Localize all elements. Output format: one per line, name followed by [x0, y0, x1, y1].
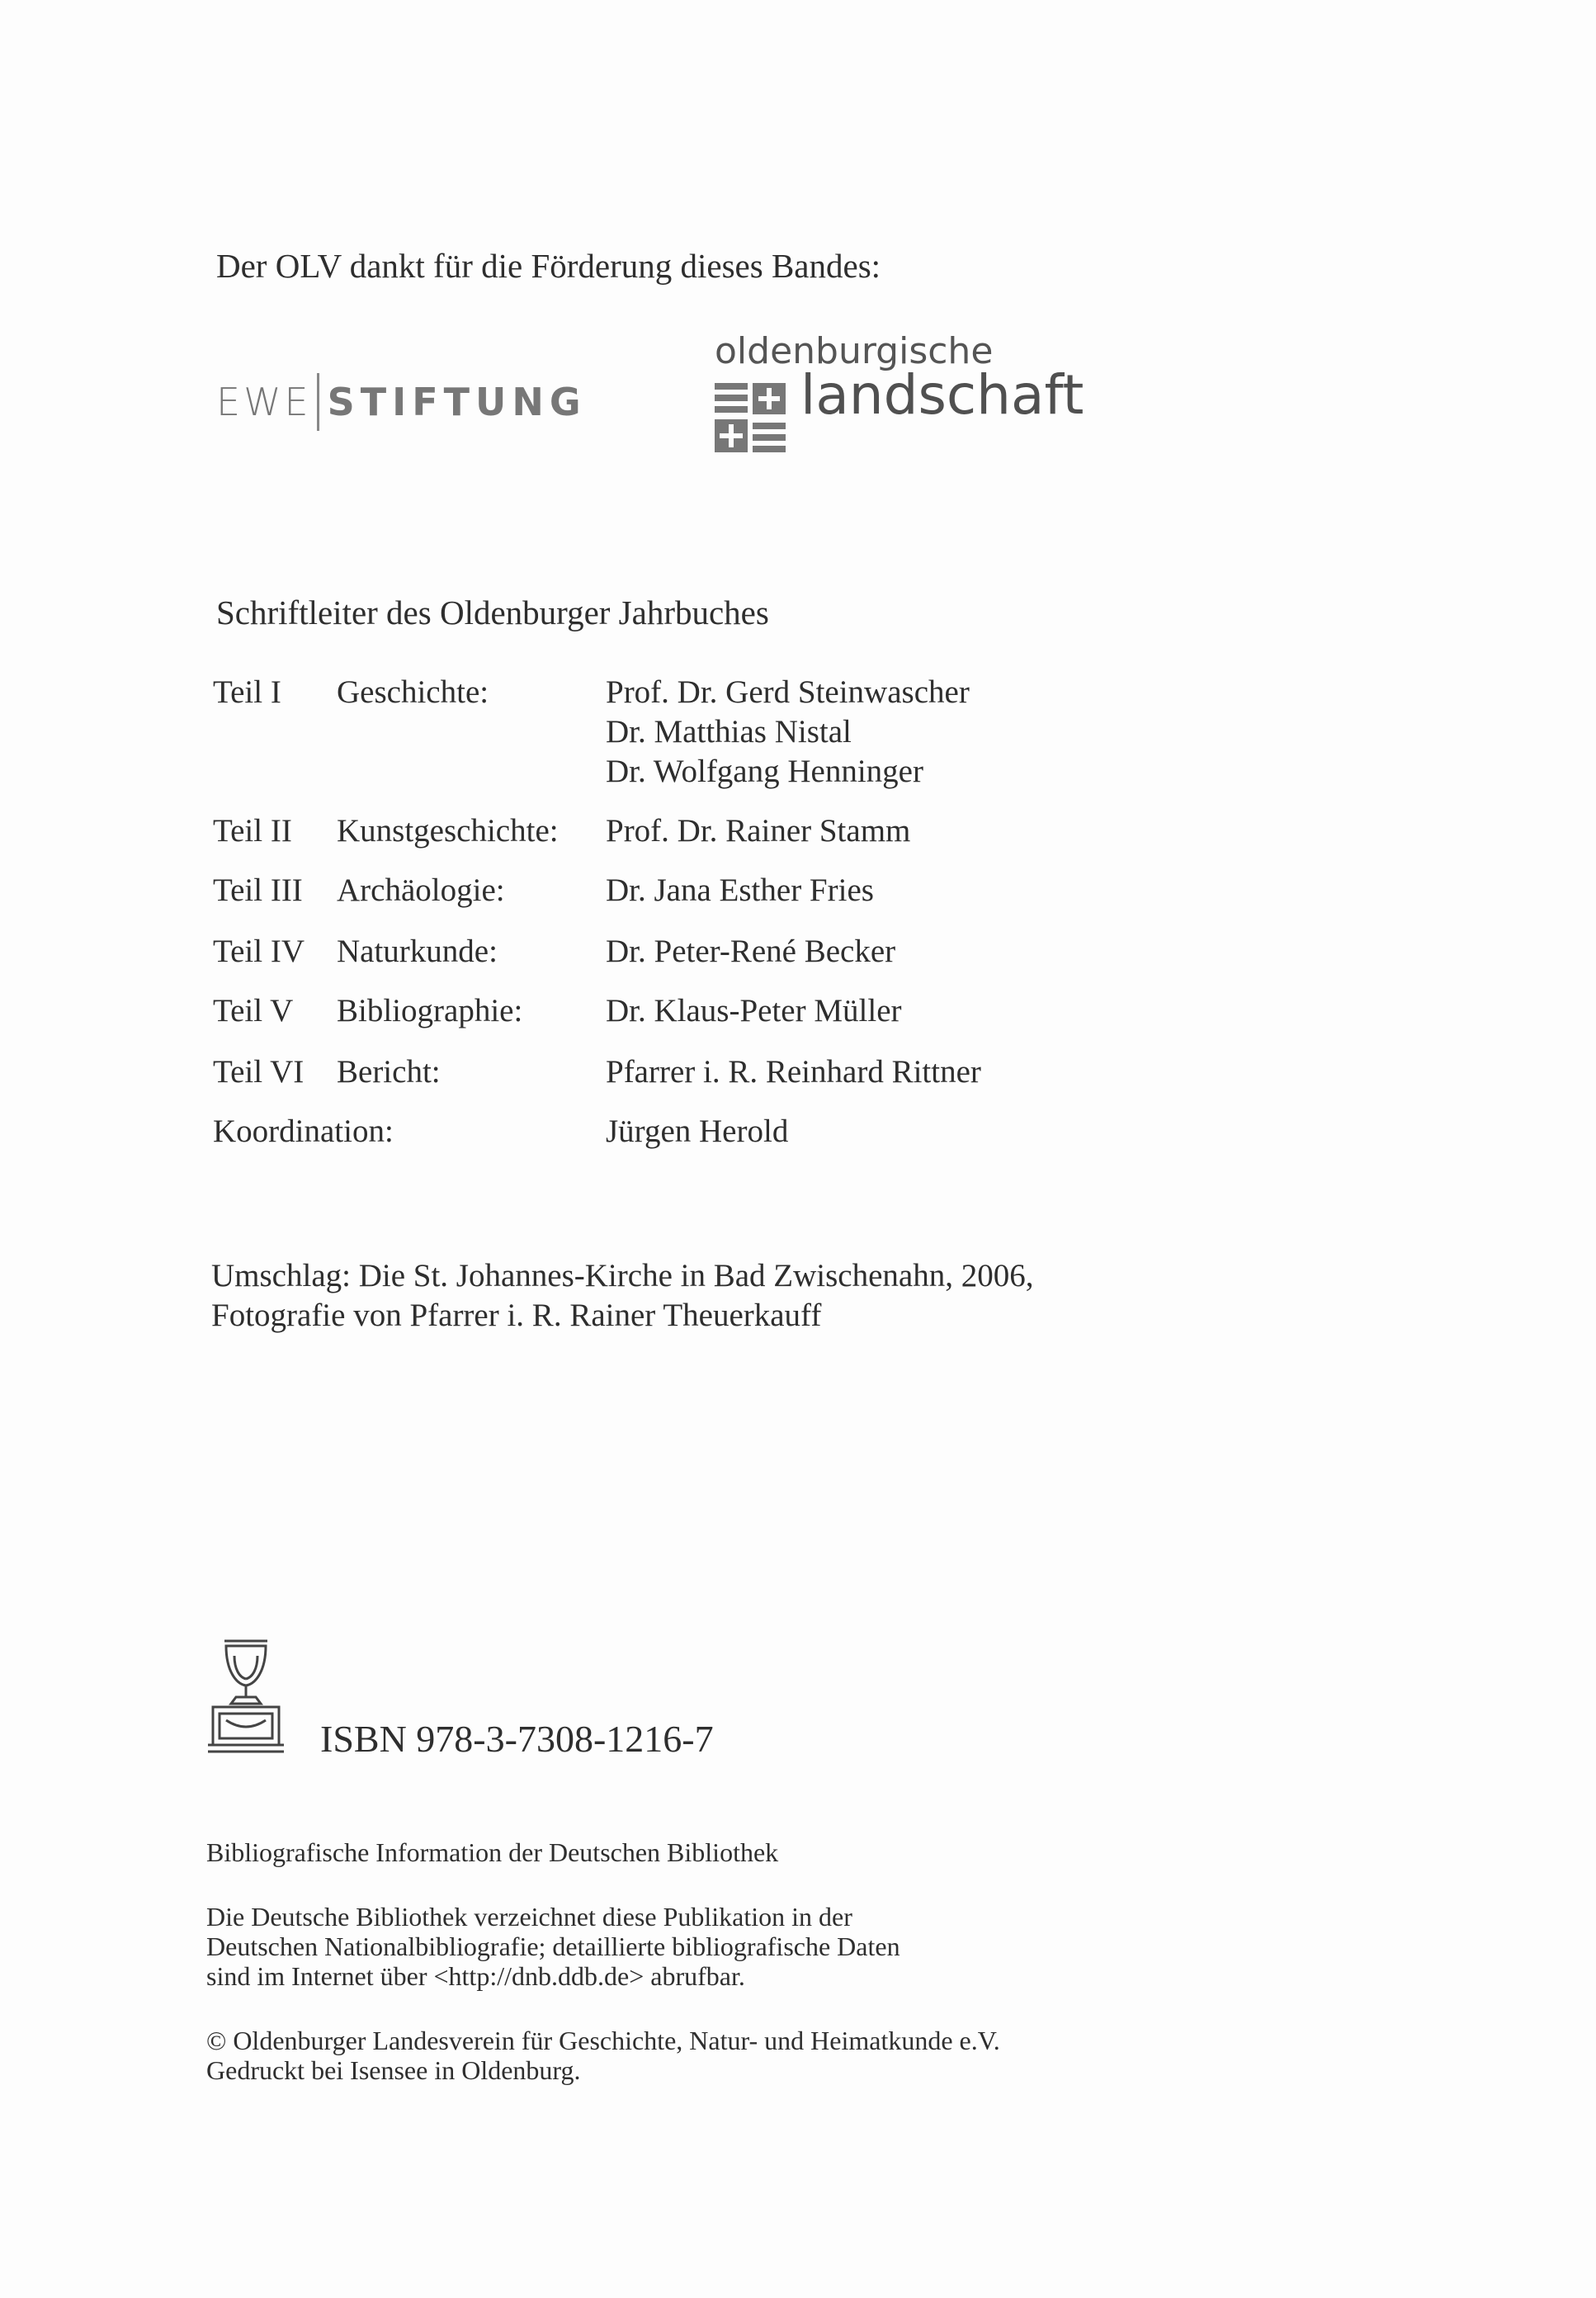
editor-part: Teil III: [213, 872, 303, 908]
landschaft-logo-text: landschaft: [800, 363, 1084, 427]
editor-part: Teil IV: [213, 934, 305, 969]
editor-name: Prof. Dr. Gerd Steinwascher: [606, 674, 970, 710]
ewe-logo-text: EWE: [216, 380, 312, 424]
editor-part: Teil I: [213, 674, 281, 710]
oldenburgische-logo-top: oldenburgische: [715, 330, 994, 372]
editor-part: Teil V: [213, 993, 294, 1028]
bibliographic-line: sind im Internet über <http://dnb.ddb.de> abrufbar.: [206, 1961, 745, 1991]
editor-name: Dr. Peter-René Becker: [606, 934, 896, 969]
editor-subject: Naturkunde:: [337, 934, 498, 969]
ewe-stiftung-logo: [216, 373, 587, 431]
copyright-line: © Oldenburger Landesverein für Geschichte, Natur- und Heimatkunde e.V.: [206, 2026, 1000, 2055]
printer-line: Gedruckt bei Isensee in Oldenburg.: [206, 2055, 581, 2085]
editor-name: Dr. Wolfgang Henninger: [606, 754, 923, 789]
ewe-logo-stiftung: STIFTUNG: [327, 380, 587, 424]
cover-credit-line: Fotografie von Pfarrer i. R. Rainer Theuerkauff: [211, 1298, 822, 1333]
editor-name: Dr. Jana Esther Fries: [606, 872, 874, 908]
editor-subject: Bibliographie:: [337, 993, 523, 1028]
bibliographic-line: Die Deutsche Bibliothek verzeichnet diese Publikation in der: [206, 1902, 852, 1932]
bibliographic-line: Deutschen Nationalbibliografie; detaillierte bibliografische Daten: [206, 1932, 900, 1961]
editor-name: Prof. Dr. Rainer Stamm: [606, 813, 911, 849]
cover-credit: [211, 1256, 1033, 1336]
ewe-logo-divider: [317, 373, 319, 431]
coordination-label: Koordination:: [213, 1114, 394, 1149]
sponsor-thanks-line: Der OLV dankt für die Förderung dieses Bandes:: [216, 247, 881, 285]
editor-subject: Geschichte:: [337, 674, 489, 710]
cover-credit-line: Umschlag: Die St. Johannes-Kirche in Bad Zwischenahn, 2006,: [211, 1258, 1034, 1293]
publisher-vase-icon: [206, 1638, 286, 1755]
copyright-notice: [206, 2026, 1000, 2085]
landschaft-emblem-icon: [715, 381, 787, 456]
editor-part: Teil VI: [213, 1054, 305, 1090]
isbn-number: ISBN 978-3-7308-1216-7: [320, 1718, 714, 1760]
editors-heading: Schriftleiter des Oldenburger Jahrbuches: [216, 593, 769, 631]
editor-name: Pfarrer i. R. Reinhard Rittner: [606, 1054, 981, 1090]
bibliographic-heading: Bibliografische Information der Deutschen Bibliothek: [206, 1837, 779, 1867]
editor-subject: Kunstgeschichte:: [337, 813, 559, 849]
editor-subject: Bericht:: [337, 1054, 441, 1090]
editor-name: Dr. Matthias Nistal: [606, 714, 852, 749]
coordination-name: Jürgen Herold: [606, 1114, 789, 1149]
editor-subject: Archäologie:: [337, 872, 505, 908]
editor-part: Teil II: [213, 813, 292, 849]
editor-name: Dr. Klaus-Peter Müller: [606, 993, 902, 1028]
bibliographic-text: [206, 1902, 900, 1991]
